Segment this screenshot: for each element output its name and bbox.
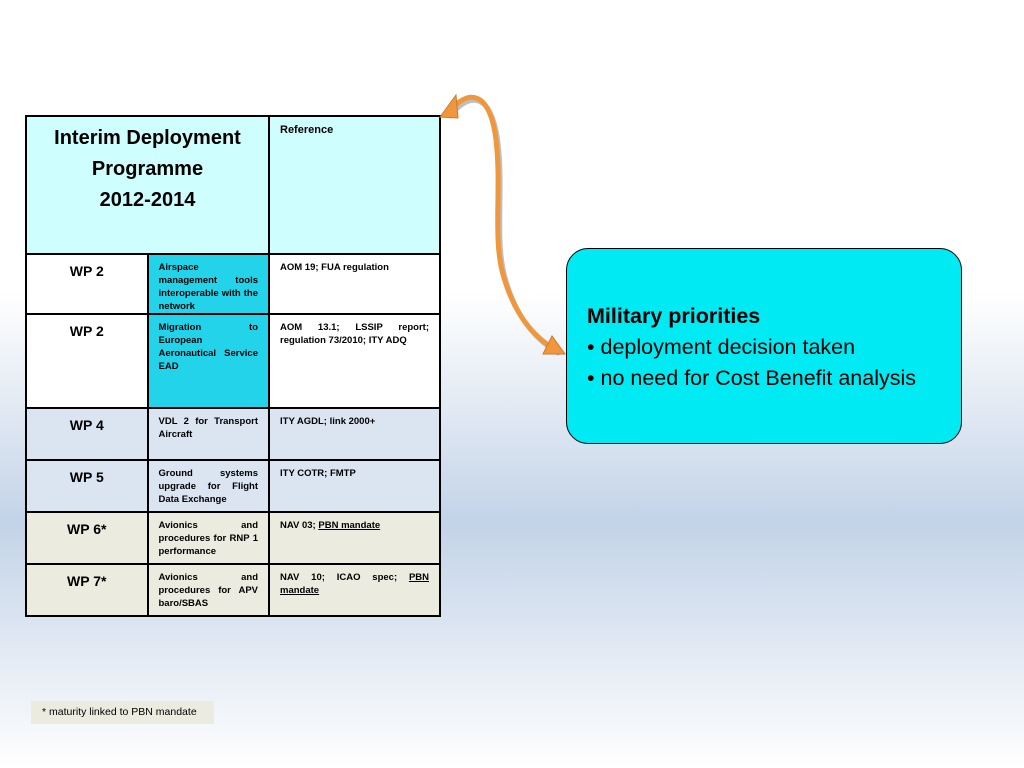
reference-cell: AOM 13.1; LSSIP report; regulation 73/2010; ITY ADQ — [269, 314, 440, 408]
table-row — [26, 408, 440, 460]
reference-cell: AOM 19; FUA regulation — [269, 254, 440, 314]
table-header-row — [26, 116, 440, 254]
wp-cell: WP 2 — [26, 314, 148, 408]
table-row — [26, 254, 440, 314]
reference-cell — [269, 512, 440, 564]
description-cell: Airspace management tools interoperable with the network — [148, 254, 270, 314]
table-row — [26, 512, 440, 564]
reference-cell — [269, 564, 440, 616]
table-row — [26, 314, 440, 408]
callout-title: Military priorities — [587, 304, 761, 328]
pbn-mandate-link[interactable]: PBN mandate — [280, 572, 429, 596]
reference-cell: ITY COTR; FMTP — [269, 460, 440, 512]
table-title-line2: Programme — [91, 158, 204, 180]
callout-bullet: • no need for Cost Benefit analysis — [587, 366, 917, 390]
wp-cell: WP 5 — [26, 460, 148, 512]
reference-text: NAV 10; ICAO spec; — [280, 572, 409, 583]
callout-bullet: • deployment decision taken — [587, 335, 856, 359]
description-cell: Migration to European Aeronautical Service EAD — [148, 314, 270, 408]
wp-cell: WP 7* — [26, 564, 148, 616]
table-title-line3: 2012-2014 — [99, 189, 196, 211]
reference-text: NAV 03; — [280, 520, 319, 531]
description-cell: Avionics and procedures for RNP 1 performance — [148, 512, 270, 564]
table-title-line1: Interim Deployment — [54, 127, 241, 149]
wp-cell: WP 4 — [26, 408, 148, 460]
description-cell: VDL 2 for Transport Aircraft — [148, 408, 270, 460]
wp-cell: WP 2 — [26, 254, 148, 314]
table-row — [26, 460, 440, 512]
deployment-table — [25, 115, 441, 617]
military-priorities-callout — [566, 248, 962, 444]
description-cell: Avionics and procedures for APV baro/SBAS — [148, 564, 270, 616]
reference-cell: ITY AGDL; link 2000+ — [269, 408, 440, 460]
description-cell: Ground systems upgrade for Flight Data Exchange — [148, 460, 270, 512]
table-row — [26, 564, 440, 616]
reference-header: Reference — [269, 116, 440, 254]
wp-cell: WP 6* — [26, 512, 148, 564]
pbn-mandate-link[interactable]: PBN mandate — [318, 520, 381, 531]
table-title-cell — [26, 116, 269, 254]
footnote: * maturity linked to PBN mandate — [31, 701, 214, 724]
